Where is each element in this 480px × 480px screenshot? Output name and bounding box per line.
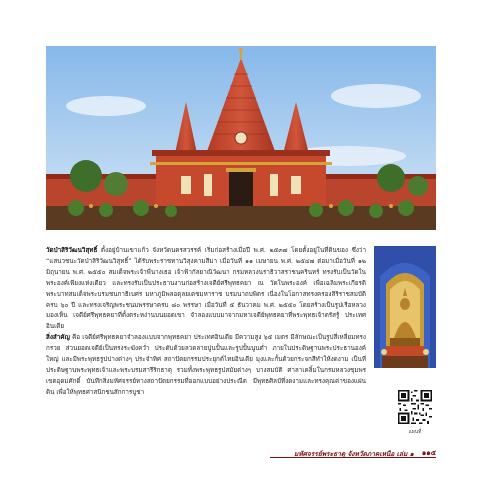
buddha-image-photo (374, 246, 436, 368)
footer-book-title: มหัศจรรย์พระธาตุ จังหวัดภาคเหนือ เล่ม ๑ (294, 449, 414, 458)
qr-code-icon (398, 390, 432, 424)
article-paragraph-2 (46, 333, 366, 398)
article-paragraph-1 (46, 246, 366, 333)
map-qr-code[interactable] (398, 390, 432, 424)
page-footer (270, 447, 436, 459)
temple-photo-illustration (46, 46, 436, 230)
footer-rule (270, 457, 436, 458)
article-text-1: ตั้งอยู่บ้านเขาแก้ว จังหวัดนครสวรรค์ เริ่มก่อสร้างเมื่อปี พ.ศ. ๒๕๓๗ โดยตั้งอยู่ในที่ดินของ ซึ่งว่า “แสนวชนะวัดป่าสิริวัฒนวิสุทธิ์” ได้รับพระราชทานวิสุงคามสีมา เมื่อวันที่ ๑๑ เมษายน พ.ศ. ๒๕๔๗ ต่อมาเมื่อวันที่ ๑๒ มิถุนายน พ.ศ. ๒๕๕๐ สมเด็จพระเจ้าพี่นางเธอ เจ้าฟ้ากัลยาณิวัฒนา กรมหลวงนราธิวาสราชนครินทร์ ทรงรับเป็นวัดในพระองค์เพียงแห่งเดียว และทรงรับเป็นประธานงานก่อสร้างเจดีย์ศรีพุทธคยา ณ วัดในพระองค์ เพื่อเฉลิมพระเกียรติพระบาทสมเด็จพระบรมชนกาธิเบศร มหาภูมิพลอดุลยเดชมหาราช บรมนาถบพิตร เนื่องในโอกาสทรงครองสิริราชสมบัติครบ ๖๐ ปี และทรงเจริญพระชนมพรรษาครบ ๘๐ พรรษา เมื่อวันที่ ๕ ธันวาคม พ.ศ. ๒๕๕๐ โดยสร้างเป็นรูปเรือหลวงมองเห็น เจดีย์ศรีพุทธคยาที่ตั้งตระหง่านบนยอดเขา จำลองแบบมาจากมหาเจดีย์พุทธคยาที่พระพุทธเจ้าตรัสรู้ ประเทศอินเดีย (46, 247, 366, 331)
page-number: ๑๑๕ (421, 447, 436, 457)
buddha-photo-illustration (374, 246, 436, 368)
temple-photo (46, 46, 436, 230)
qr-label: แผนที่ (408, 429, 422, 435)
article-lead-1: วัดป่าสิริวัฒนวิสุทธิ์ (46, 247, 98, 254)
article-body (46, 246, 366, 399)
article-text-2: คือ เจดีย์ศรีพุทธคยาจำลองแบบจากพุทธคยา ประเทศอินเดีย มีความสูง ๖๕ เมตร มีลักษณะเป็นรูปสี่เหลี่ยมทรงกรวย ส่วนยอดเจดีย์เป็นทรงระฆังคว่ำ ประดับด้วยลวดลายปูนปั้นและรูปปั้นนูนต่ำ ภายในประดิษฐานพระประธานองค์ใหญ่ และมีพระพุทธรูปปางต่างๆ ประจำทิศ สถาปัตยกรรมประยุกต์ไทยอินเดีย มุงและกั้นด้วยกระจกสีทำให้งดงาม เป็นที่ประดิษฐานพระพุทธเจ้าและพระบรมสารีริกธาตุ รวมทั้งพระพุทธรูปสมัยต่างๆ บางสมบัติ ศาลาเคลิ้มในกรมหลวงชุมพรเขตอุดมศักดิ์ บันทึกสิ่งมหัศจรรย์ทางสถาปัตยกรรมที่ออกแบบอย่างประณีต มีพุทธศิลป์ที่งดงามและทรงคุณค่าของแผ่นดิน เพื่อให้พุทธศาสนิกชนสักการบูชา (46, 334, 366, 396)
article-lead-2: สิ่งสำคัญ (46, 334, 70, 342)
